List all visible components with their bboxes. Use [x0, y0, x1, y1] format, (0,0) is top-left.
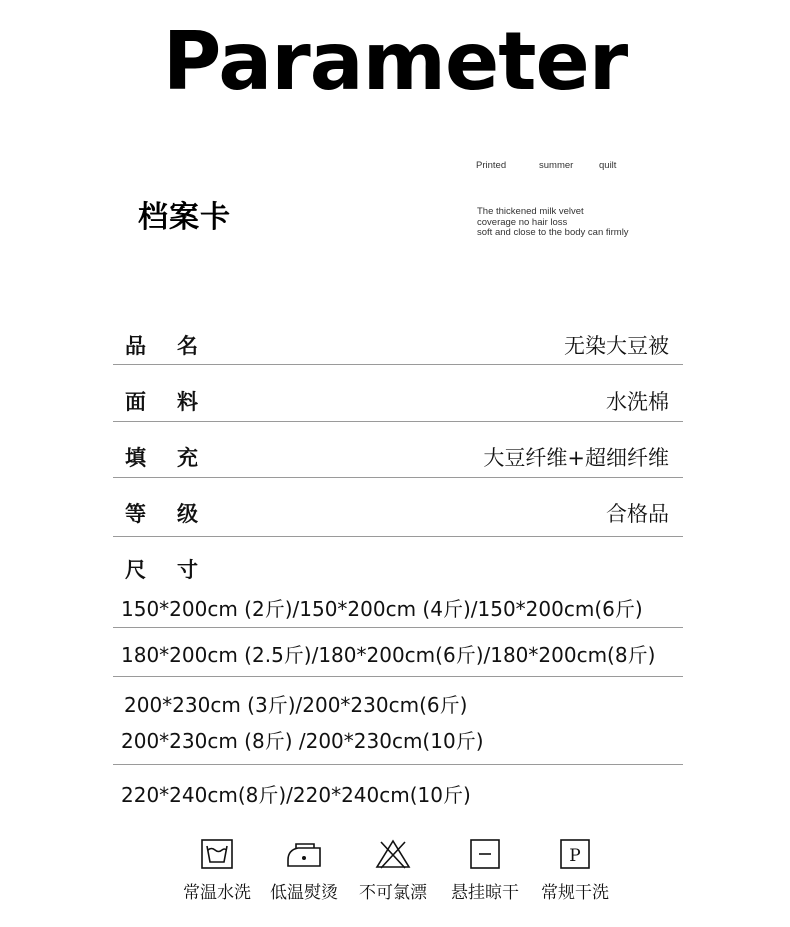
spec-row-grade	[113, 498, 683, 537]
divider	[113, 627, 683, 628]
size-line: 200*230cm (3斤)/200*230cm(6斤)	[124, 693, 468, 717]
size-line: 180*200cm (2.5斤)/180*200cm(6斤)/180*200cm(8斤)	[121, 643, 656, 667]
care-item	[348, 838, 438, 903]
description-line: The thickened milk velvet	[477, 206, 584, 217]
spec-row-filling	[113, 442, 683, 478]
dry-clean-p-icon	[558, 838, 592, 870]
care-label: 不可氯漂	[359, 883, 427, 903]
divider	[113, 676, 683, 677]
divider	[113, 764, 683, 765]
care-item	[530, 838, 620, 903]
spec-row-name	[113, 330, 683, 365]
tagline-word: summer	[539, 160, 574, 171]
tagline-word: quilt	[599, 160, 617, 171]
size-line: 150*200cm (2斤)/150*200cm (4斤)/150*200cm(6斤)	[121, 597, 643, 621]
size-line: 200*230cm (8斤) /200*230cm(10斤)	[121, 729, 484, 753]
page-title: Parameter	[162, 15, 628, 108]
care-label: 悬挂晾干	[451, 883, 519, 903]
spec-value: 大豆纤维+超细纤维	[483, 446, 669, 470]
description-line: coverage no hair loss	[477, 216, 568, 228]
spec-value: 无染大豆被	[564, 334, 669, 358]
dry-clean-glyph: P	[569, 846, 581, 866]
spec-label: 填 充	[125, 446, 198, 470]
care-item	[259, 838, 349, 903]
tagline-word: Printed	[476, 160, 507, 171]
care-label: 常温水洗	[183, 883, 251, 903]
size-label: 尺 寸	[125, 558, 198, 582]
spec-value: 合格品	[606, 502, 669, 526]
spec-label: 品 名	[125, 334, 198, 358]
spec-label: 面 料	[125, 390, 198, 414]
no-bleach-icon	[374, 838, 412, 870]
iron-icon	[284, 838, 324, 870]
spec-row-fabric	[113, 386, 683, 422]
wash-tub-icon	[200, 838, 234, 870]
spec-value: 水洗棉	[606, 390, 669, 414]
description-line: soft and close to the body can firmly	[477, 227, 629, 238]
care-label: 常规干洗	[541, 883, 609, 903]
spec-label: 等 级	[125, 502, 198, 526]
card-heading: 档案卡	[138, 200, 231, 235]
care-item	[440, 838, 530, 903]
care-label: 低温熨烫	[270, 883, 338, 903]
line-dry-icon	[468, 838, 502, 870]
size-line: 220*240cm(8斤)/220*240cm(10斤)	[121, 783, 471, 807]
product-description	[477, 207, 629, 239]
care-item	[172, 838, 262, 903]
